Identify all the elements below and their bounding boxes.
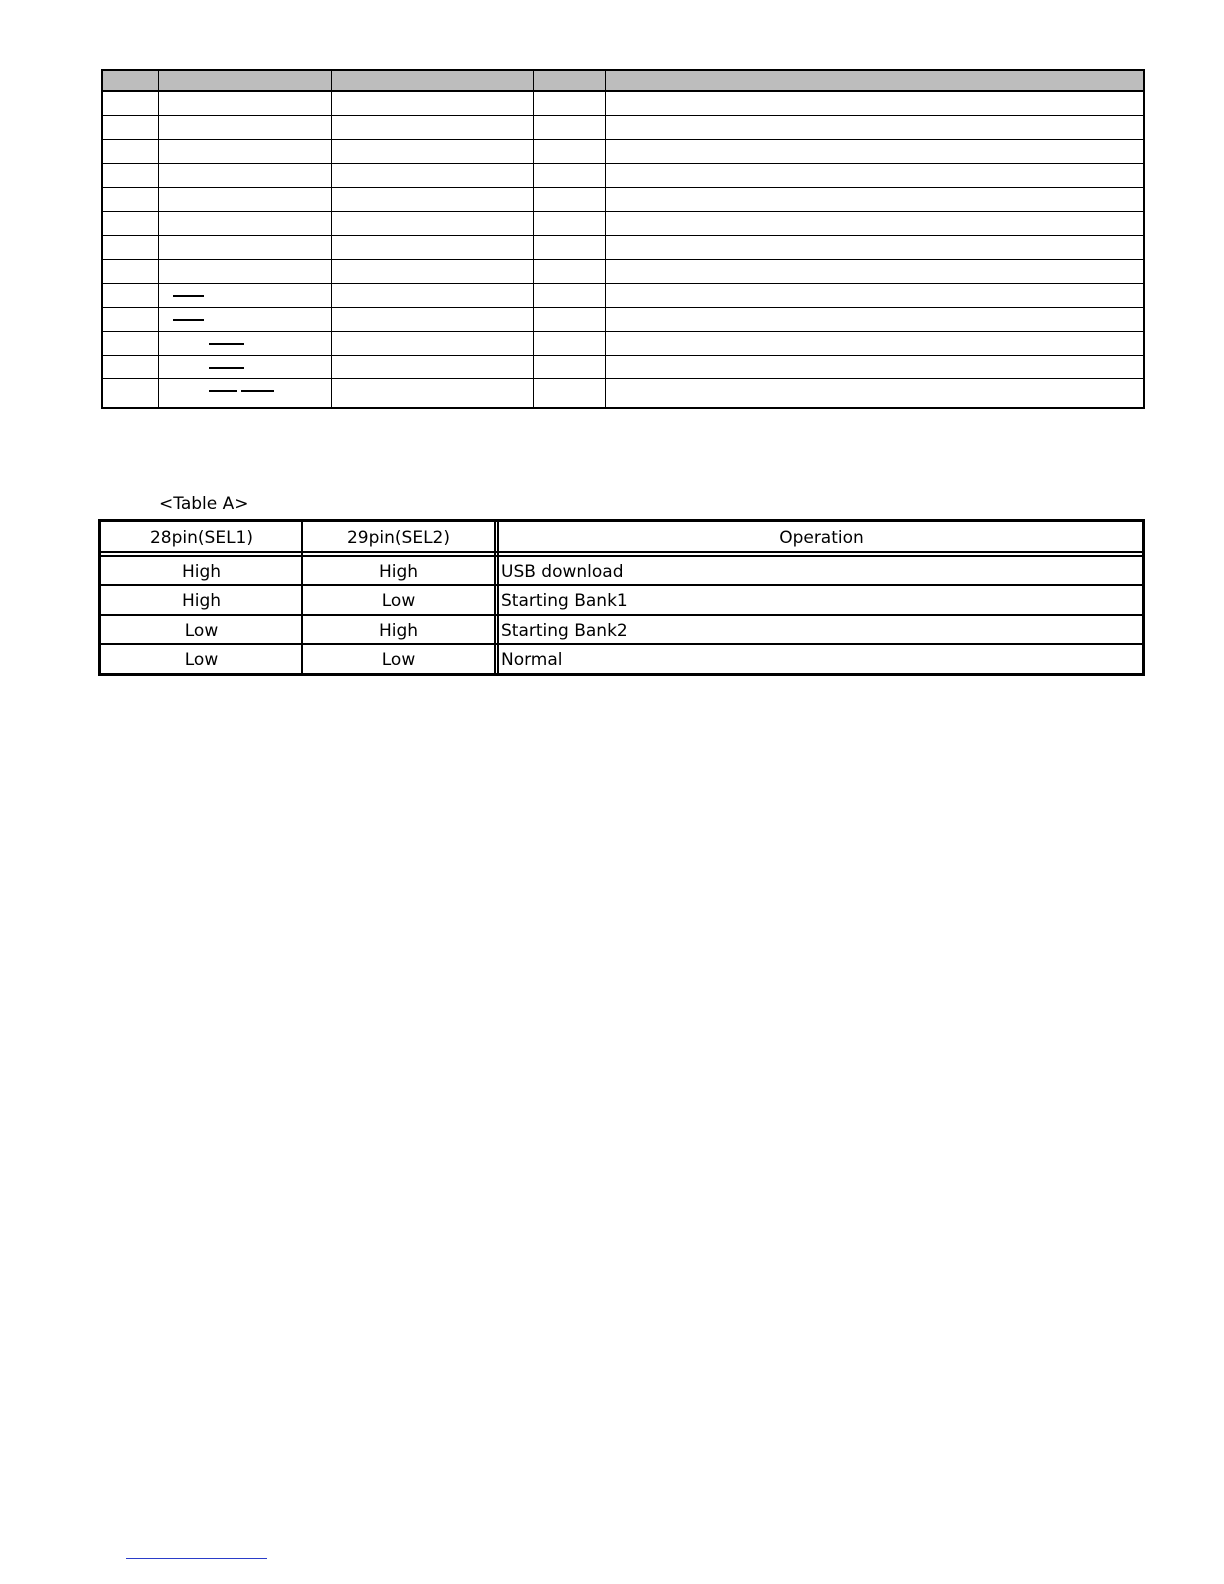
row-divider [103, 307, 1143, 308]
cell-sel2: High [378, 621, 419, 641]
overline-mark [209, 390, 237, 392]
overline-mark [173, 295, 204, 297]
pin-description-table [101, 69, 1145, 409]
table-row [101, 586, 1142, 616]
pin-table-header [103, 71, 1143, 92]
column-divider [533, 71, 534, 407]
cell-operation: Starting Bank2 [501, 621, 628, 641]
row-divider [103, 283, 1143, 284]
cell-sel1: Low [184, 621, 219, 641]
table-a-caption: <Table A> [159, 494, 249, 514]
overline-mark [241, 390, 274, 392]
cell-sel1: High [181, 591, 222, 611]
cell-sel2: High [378, 562, 419, 582]
column-divider [605, 71, 606, 407]
cell-sel1: Low [184, 650, 219, 670]
cell-operation: USB download [501, 562, 624, 582]
row-divider [103, 378, 1143, 379]
column-divider [331, 71, 332, 407]
row-divider [103, 115, 1143, 116]
cell-sel2: Low [381, 591, 416, 611]
cell-sel1: High [181, 562, 222, 582]
row-divider [103, 211, 1143, 212]
footer-link-underline[interactable] [126, 1558, 267, 1559]
table-row [101, 616, 1142, 646]
overline-mark [209, 343, 244, 345]
overline-mark [209, 367, 244, 369]
row-divider [103, 235, 1143, 236]
row-divider [103, 355, 1143, 356]
header-sel1: 28pin(SEL1) [149, 528, 253, 548]
row-divider [103, 139, 1143, 140]
row-divider [103, 331, 1143, 332]
row-divider [103, 163, 1143, 164]
header-sel2: 29pin(SEL2) [346, 528, 450, 548]
row-divider [103, 259, 1143, 260]
cell-operation: Normal [501, 650, 563, 670]
cell-sel2: Low [381, 650, 416, 670]
table-row [101, 557, 1142, 587]
row-divider [103, 187, 1143, 188]
table-row [101, 645, 1142, 675]
column-divider [158, 71, 159, 407]
table-a-header-row [101, 523, 1142, 553]
cell-operation: Starting Bank1 [501, 591, 628, 611]
table-a [98, 519, 1145, 676]
overline-mark [173, 319, 204, 321]
header-operation: Operation [779, 528, 864, 548]
